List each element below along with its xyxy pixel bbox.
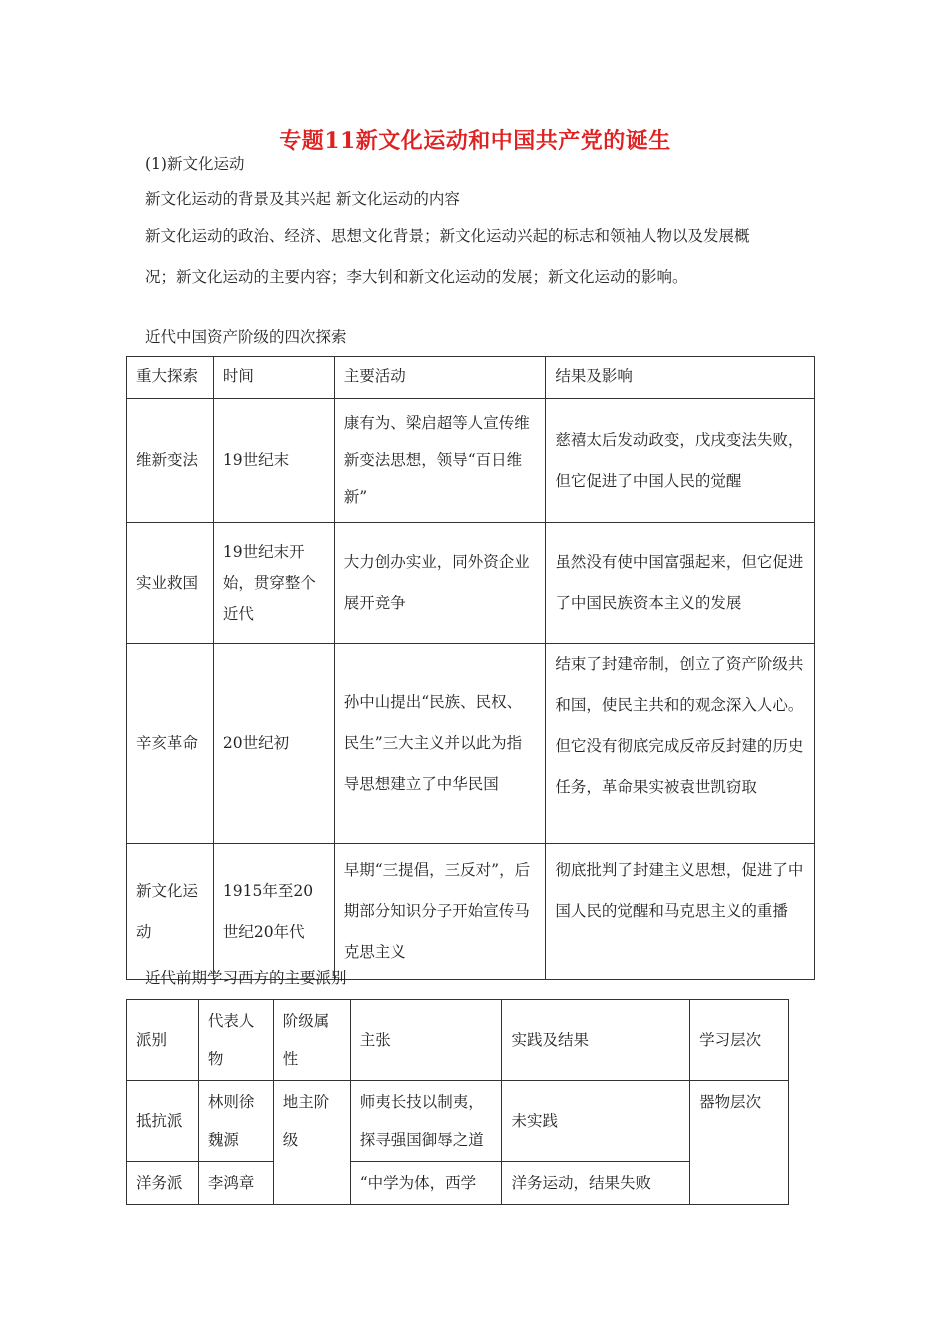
bourgeois-explorations-table [126, 356, 815, 980]
table-header-row [127, 357, 815, 399]
table-header-cell: 学习层次 [690, 1000, 789, 1081]
table-cell: 结束了封建帝制，创立了资产阶级共和国，使民主共和的观念深入人心。但它没有彻底完成反帝反封建的历史任务，革命果实被袁世凯窃取 [546, 644, 815, 844]
table-row [127, 1162, 789, 1205]
table-cell: 19世纪末 [213, 399, 334, 523]
table-cell: 新文化运动 [127, 844, 214, 980]
table-cell: 未实践 [502, 1081, 690, 1162]
table-cell: 1915年至20世纪20年代 [213, 844, 334, 980]
table-cell: 彻底批判了封建主义思想，促进了中国人民的觉醒和马克思主义的重播 [546, 844, 815, 980]
table-cell: 林则徐魏源 [198, 1081, 273, 1162]
page-title: 专题11新文化运动和中国共产党的诞生 [279, 128, 671, 154]
table-cell: 器物层次 [690, 1081, 789, 1205]
description-line-2: 况；新文化运动的主要内容；李大钊和新文化运动的发展；新文化运动的影响。 [145, 268, 688, 286]
table-cell: 抵抗派 [127, 1081, 199, 1162]
table-row [127, 644, 815, 844]
subtopics-line: 新文化运动的背景及其兴起 新文化运动的内容 [145, 190, 460, 208]
table-row [127, 523, 815, 644]
table-cell: 李鸿章 [198, 1162, 273, 1205]
table-cell: 早期“三提倡，三反对”，后期部分知识分子开始宣传马克思主义 [334, 844, 546, 980]
table-cell: 康有为、梁启超等人宣传维新变法思想，领导“百日维新” [334, 399, 546, 523]
table-row [127, 844, 815, 980]
table-header-cell: 实践及结果 [502, 1000, 690, 1081]
table-header-cell: 主要活动 [334, 357, 546, 399]
table-cell: 师夷长技以制夷，探寻强国御辱之道 [350, 1081, 502, 1162]
table-header-cell: 派别 [127, 1000, 199, 1081]
table-cell: 洋务运动，结果失败 [502, 1162, 690, 1205]
table-cell: “中学为体，西学 [350, 1162, 502, 1205]
table-cell: 慈禧太后发动政变，戊戌变法失败，但它促进了中国人民的觉醒 [546, 399, 815, 523]
table-cell: 20世纪初 [213, 644, 334, 844]
table-header-cell: 主张 [350, 1000, 502, 1081]
description-line-1: 新文化运动的政治、经济、思想文化背景；新文化运动兴起的标志和领袖人物以及发展概 [145, 227, 750, 245]
table-cell: 虽然没有使中国富强起来，但它促进了中国民族资本主义的发展 [546, 523, 815, 644]
table2-caption: 近代前期学习西方的主要派别 [145, 969, 347, 987]
table-header-cell: 结果及影响 [546, 357, 815, 399]
table-header-cell: 阶级属性 [273, 1000, 350, 1081]
table-cell: 维新变法 [127, 399, 214, 523]
section-heading: (1)新文化运动 [145, 155, 245, 173]
table-row [127, 1081, 789, 1162]
table-cell: 辛亥革命 [127, 644, 214, 844]
table-header-cell: 时间 [213, 357, 334, 399]
table-cell: 孙中山提出“民族、民权、民生”三大主义并以此为指导思想建立了中华民国 [334, 644, 546, 844]
table-header-row [127, 1000, 789, 1081]
table-cell: 19世纪末开始，贯穿整个近代 [213, 523, 334, 644]
table-row [127, 399, 815, 523]
table-header-cell: 代表人物 [198, 1000, 273, 1081]
table1-caption: 近代中国资产阶级的四次探索 [145, 328, 347, 346]
table-cell: 大力创办实业，同外资企业展开竞争 [334, 523, 546, 644]
table-cell: 地主阶级 [273, 1081, 350, 1205]
table-cell: 洋务派 [127, 1162, 199, 1205]
western-learning-factions-table [126, 999, 789, 1205]
table-cell: 实业救国 [127, 523, 214, 644]
table-header-cell: 重大探索 [127, 357, 214, 399]
